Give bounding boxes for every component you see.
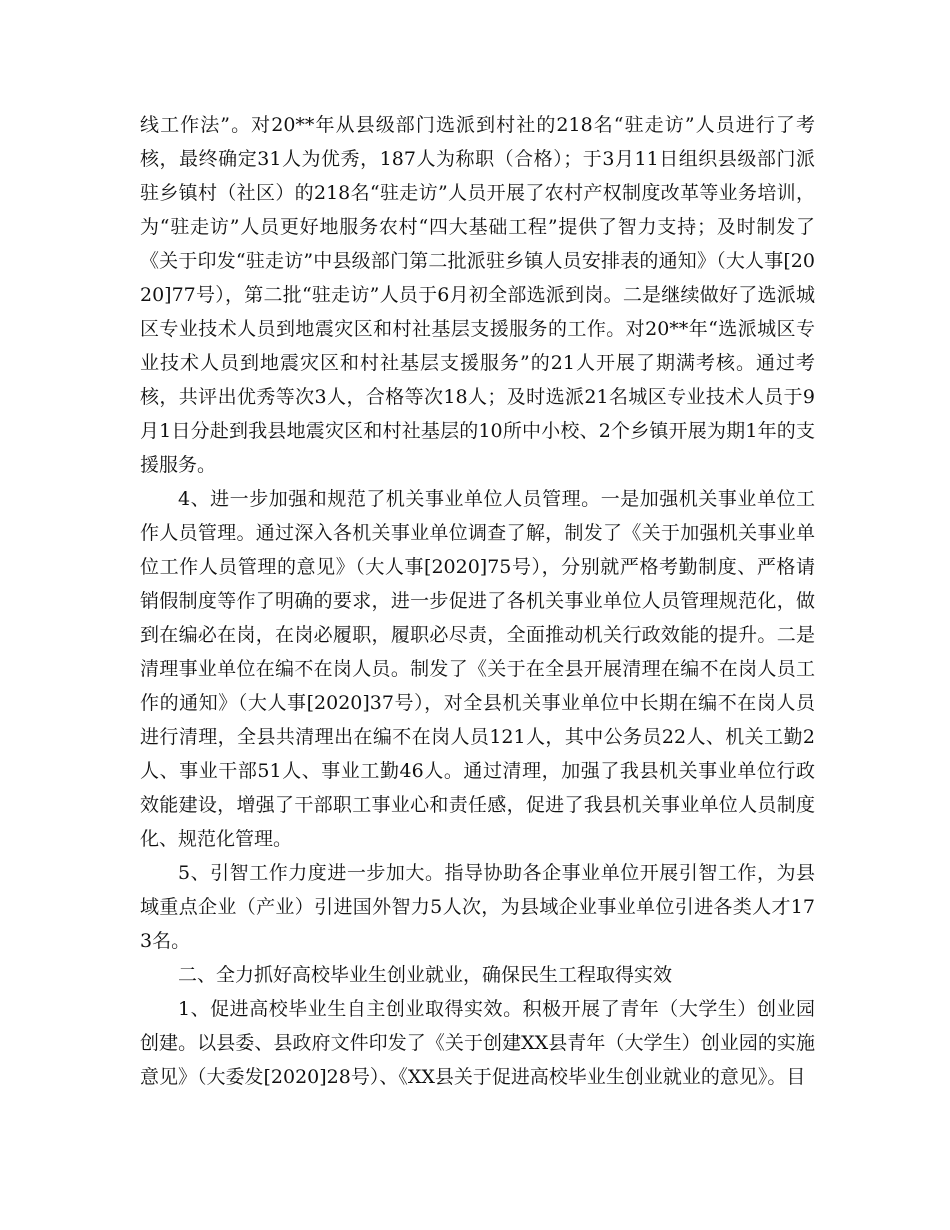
paragraph-talent-introduction: 5、引智工作力度进一步加大。指导协助各企事业单位开展引智工作，为县域重点企业（产业）引进国外智力5人次，为县域企业事业单位引进各类人才173名。 <box>140 862 815 952</box>
paragraph-staff-management: 4、进一步加强和规范了机关事业单位人员管理。一是加强机关事业单位工作人员管理。通过深入各机关事业单位调查了解，制发了《关于加强机关事业单位工作人员管理的意见》（大人事[2020]75号），分别就严格考勤制度、严格请销假制度等作了明确的要求，进一步促进了各机关事业单位人员管理规范化，做到在编必在岗，在岗必履职，履职必尽责，全面推动机关行政效能的提升。二是清理事业单位在编不在岗人员。制发了《关于在全县开展清理在编不在岗人员工作的通知》（大人事[2020]37号），对全县机关事业单位中长期在编不在岗人员进行清理，全县共清理出在编不在岗人员121人，其中公务员22人、机关工勤2人、事业干部51人、事业工勤46人。通过清理，加强了我县机关事业单位行政效能建设，增强了干部职工事业心和责任感，促进了我县机关事业单位人员制度化、规范化管理。 <box>140 488 815 850</box>
document-body <box>140 108 815 1094</box>
paragraph-graduate-entrepreneurship: 1、促进高校毕业生自主创业取得实效。积极开展了青年（大学生）创业园创建。以县委、县政府文件印发了《关于创建XX县青年（大学生）创业园的实施意见》（大委发[2020]28号）、《XX县关于促进高校毕业生创业就业的意见》。目 <box>140 998 815 1088</box>
section-heading-graduate-employment: 二、全力抓好高校毕业生创业就业，确保民生工程取得实效 <box>178 964 673 986</box>
paragraph-work-method: 线工作法”。对20**年从县级部门选派到村社的218名“驻走访”人员进行了考核，最终确定31人为优秀，187人为称职（合格）；于3月11日组织县级部门派驻乡镇村（社区）的218名“驻走访”人员开展了农村产权制度改革等业务培训，为“驻走访”人员更好地服务农村“四大基础工程”提供了智力支持；及时制发了《关于印发“驻走访”中县级部门第二批派驻乡镇人员安排表的通知》（大人事[2020]77号），第二批“驻走访”人员于6月初全部选派到岗。二是继续做好了选派城区专业技术人员到地震灾区和村社基层支援服务的工作。对20**年“选派城区专业技术人员到地震灾区和村社基层支援服务”的21人开展了期满考核。通过考核，共评出优秀等次3人，合格等次18人；及时选派21名城区专业技术人员于9月1日分赴到我县地震灾区和村社基层的10所中小校、2个乡镇开展为期1年的支援服务。 <box>140 114 815 476</box>
